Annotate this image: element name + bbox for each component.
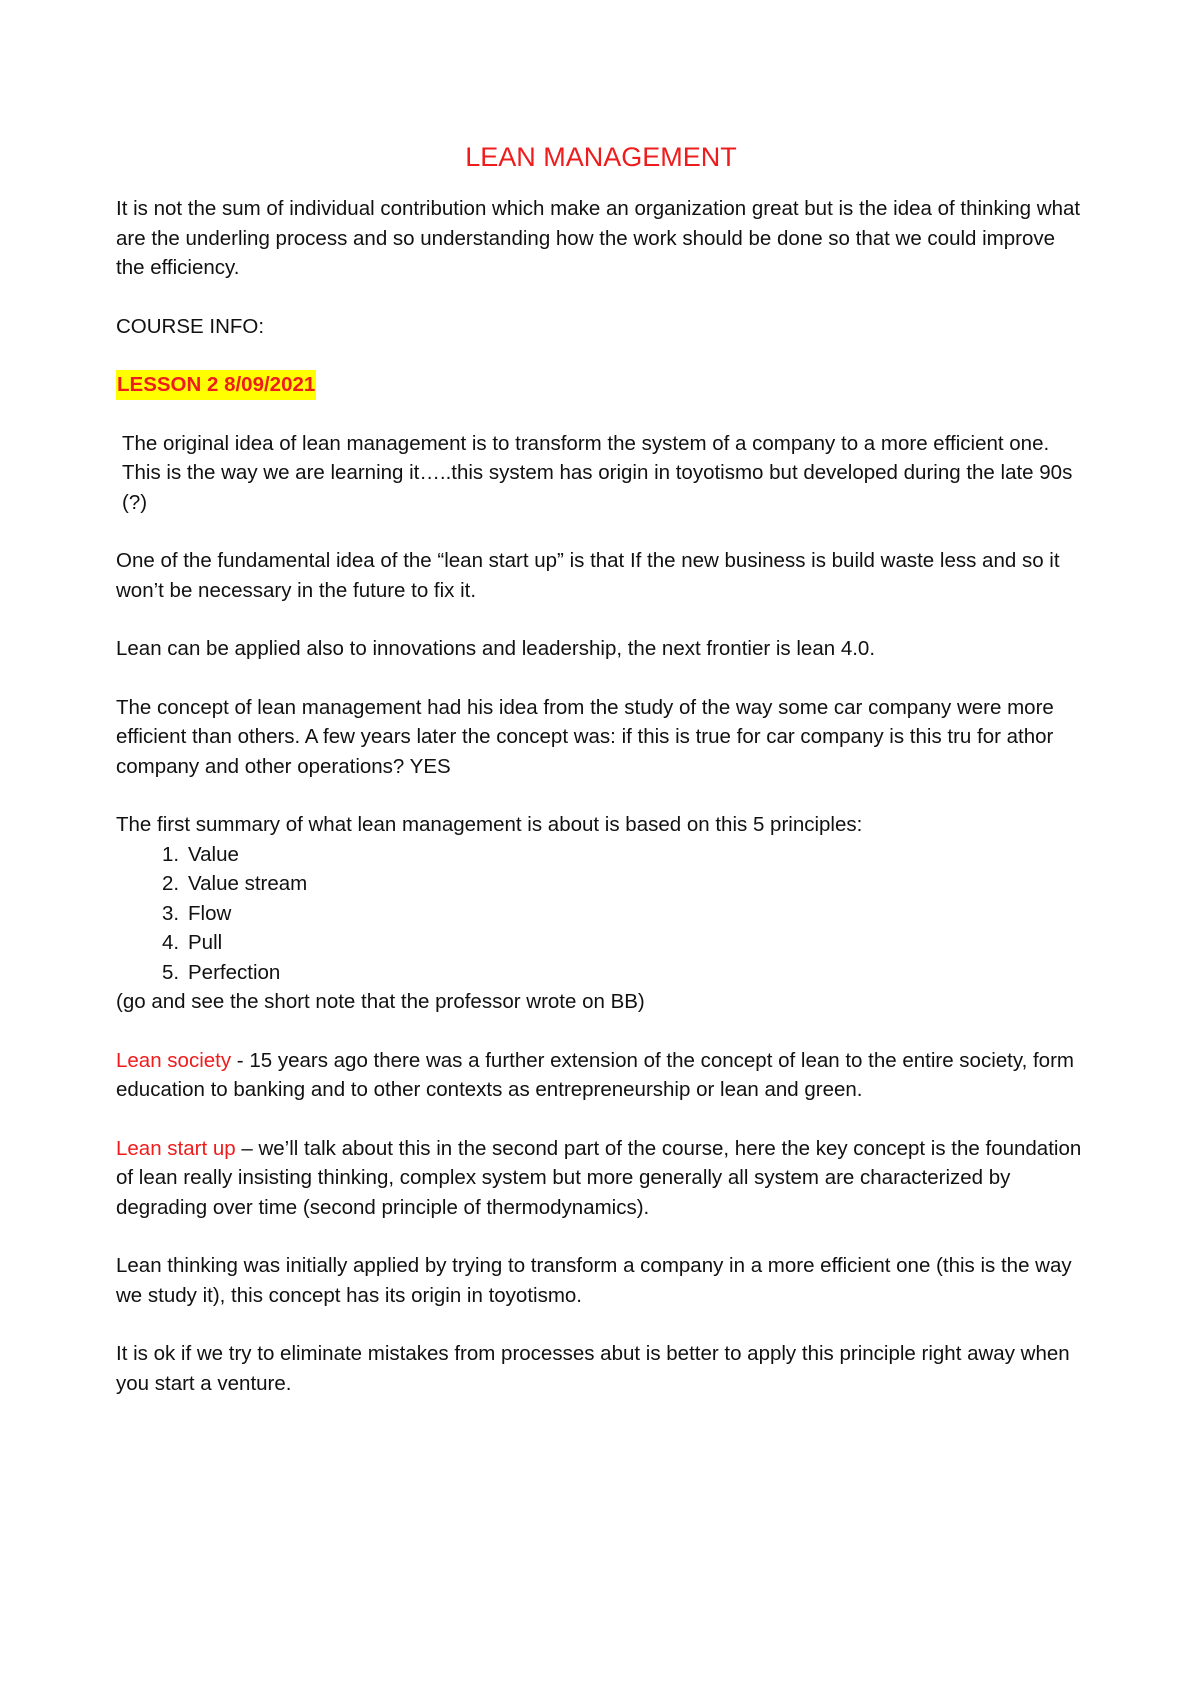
paragraph-lean-startup-idea: One of the fundamental idea of the “lean start up” is that If the new business is build waste less and so it won’t be necessary in the future to fix it. <box>116 549 1060 602</box>
paragraph-lean-applied: Lean can be applied also to innovations and leadership, the next frontier is lean 4.0. <box>116 637 876 660</box>
lesson-heading-row <box>116 370 1086 400</box>
paragraph-eliminate-mistakes: It is ok if we try to eliminate mistakes from processes abut is better to apply this principle right away when you start a venture. <box>116 1342 1070 1395</box>
lean-society-text: - 15 years ago there was a further extension of the concept of lean to the entire society, form education to banking and to other contexts as entrepreneurship or lean and green. <box>116 1048 1074 1101</box>
lean-startup-text: – we’ll talk about this in the second part of the course, here the key concept is the foundation of lean really insisting thinking, complex system but more generally all system are characterized by degrading over time (second principle of thermodynamics). <box>116 1136 1082 1219</box>
paragraph-lean-startup <box>116 1134 1086 1223</box>
paragraph-concept-origin: The concept of lean management had his idea from the study of the way some car company were more efficient than others. A few years later the concept was: if this is true for car company is this tru for athor company and other operations? YES <box>116 695 1054 778</box>
list-item: 3. Flow <box>162 901 232 925</box>
list-item: 4. Pull <box>162 931 223 954</box>
principles-intro: The first summary of what lean management is about is based on this 5 principles: <box>116 813 863 836</box>
paragraph-original-idea: The original idea of lean management is to transform the system of a company to a more efficient one. This is the way we are learning it…..this system has origin in toyotismo but developed during the late 90s (?) <box>122 431 1073 514</box>
lean-society-term: Lean society <box>116 1048 232 1072</box>
professor-note: (go and see the short note that the professor wrote on BB) <box>116 990 645 1013</box>
paragraph-lean-thinking: Lean thinking was initially applied by trying to transform a company in a more efficient one (this is the way we study it), this concept has its origin in toyotismo. <box>116 1254 1072 1307</box>
list-item: 1. Value <box>162 842 239 866</box>
document-title: LEAN MANAGEMENT <box>465 142 737 172</box>
principles-list <box>116 840 1086 988</box>
paragraph-lean-society <box>116 1046 1086 1105</box>
list-item: 2. Value stream <box>162 872 308 895</box>
lean-startup-term: Lean start up <box>116 1136 236 1160</box>
course-info-label: COURSE INFO: <box>116 314 265 338</box>
lesson-heading: LESSON 2 8/09/2021 <box>116 370 316 400</box>
intro-paragraph: It is not the sum of individual contribution which make an organization great but is the idea of thinking what are the underling process and so understanding how the work should be done so that we could improve the efficiency. <box>116 197 1081 279</box>
document-page <box>116 140 1086 1427</box>
list-item: 5. Perfection <box>162 960 281 984</box>
